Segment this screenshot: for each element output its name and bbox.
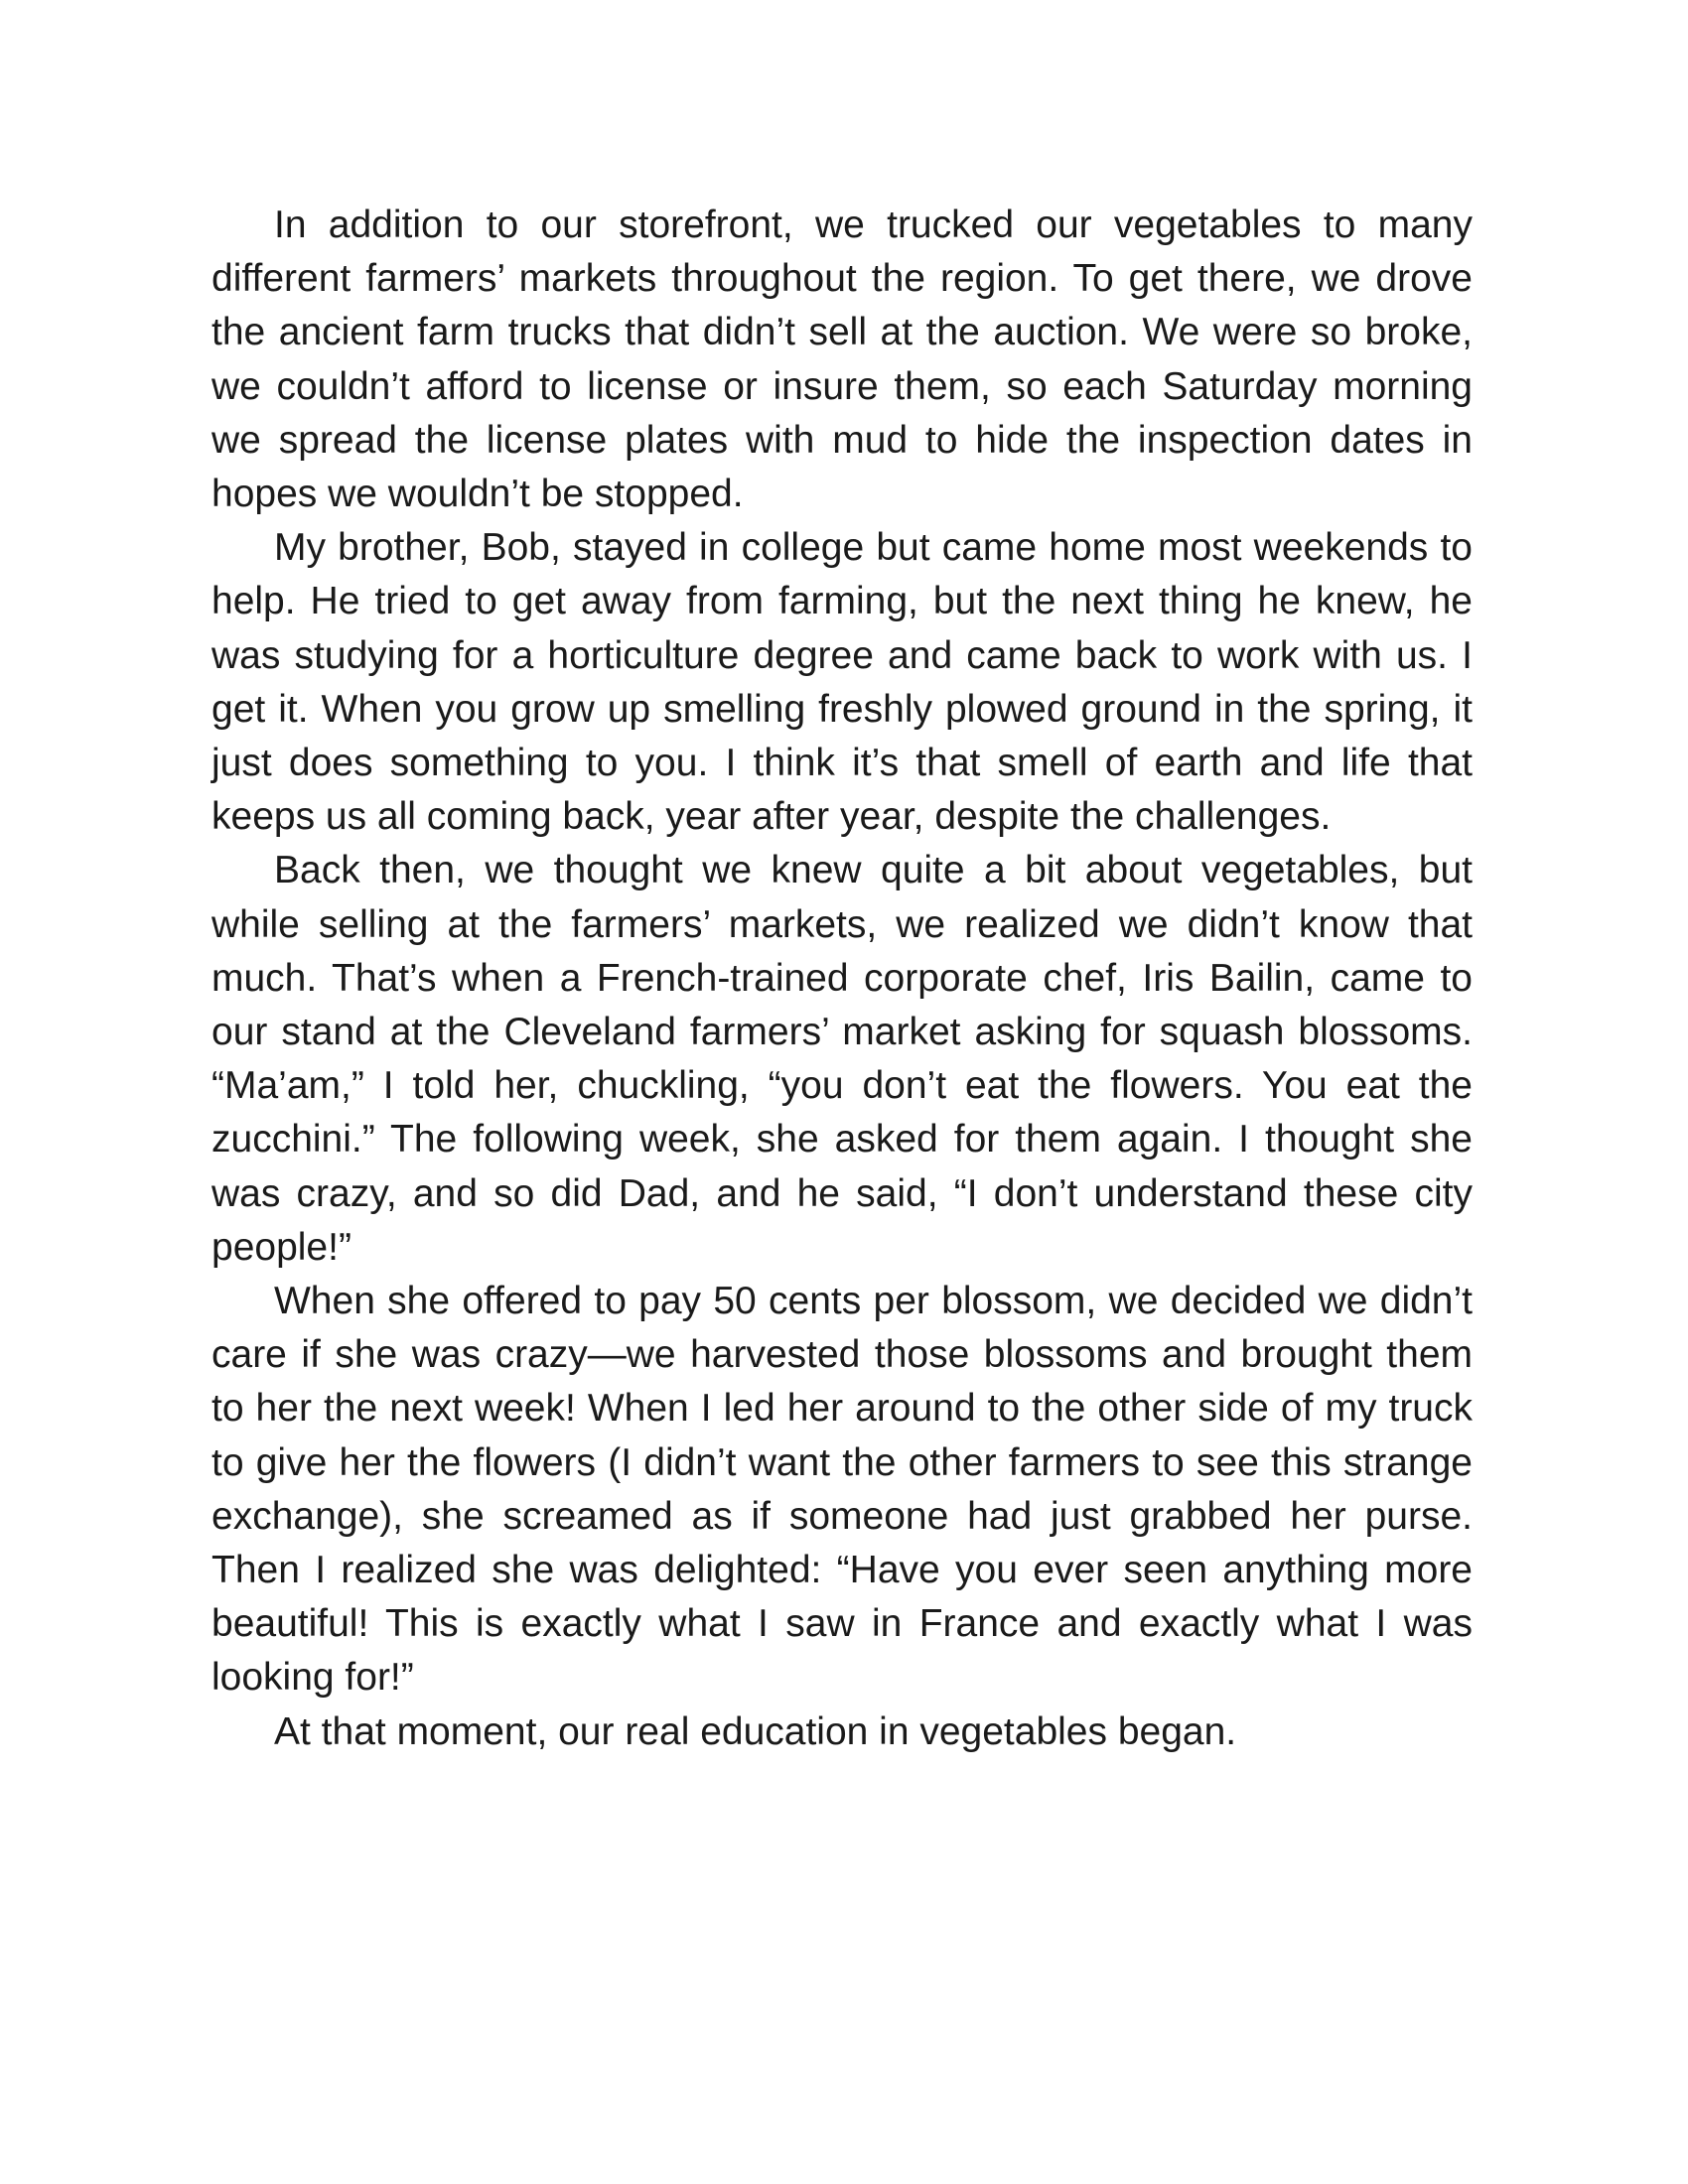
paragraph: Back then, we thought we knew quite a bit about vegetables, but while selling at the farmers’ markets, we realized we didn’t know that much. That’s when a French-trained corporate chef, Iris Bailin, came to our stand at the Cleveland farmers’ market asking for squash blossoms. “Ma’am,” I told her, chuckling, “you don’t eat the flowers. You eat the zucchini.” The following week, she asked for them again. I thought she was crazy, and so did Dad, and he said, “I don’t understand these city people!” [211,849,1473,1269]
paragraph: When she offered to pay 50 cents per blossom, we decided we didn’t care if she was crazy—we harvested those blossoms and brought them to her the next week! When I led her around to the other side of my truck to give her the flowers (I didn’t want the other farmers to see this strange exchange), she screamed as if someone had just grabbed her purse. Then I realized she was delighted: “Have you ever seen anything more beautiful! This is exactly what I saw in France and exactly what I was looking for!” [211,1280,1473,1700]
paragraph: My brother, Bob, stayed in college but came home most weekends to help. He tried to get away from farming, but the next thing he knew, he was studying for a horticulture degree and came back to work with us. I get it. When you grow up smelling freshly plowed ground in the spring, it just does something to you. I think it’s that smell of earth and life that keeps us all coming back, year after year, despite the challenges. [211,526,1473,839]
body-text [211,199,1473,1759]
paragraph: At that moment, our real education in vegetables began. [274,1709,1237,1753]
paragraph: In addition to our storefront, we trucked our vegetables to many different farmers’ markets throughout the region. To get there, we drove the ancient farm trucks that didn’t sell at the auction. We were so broke, we couldn’t afford to license or insure them, so each Saturday morning we spread the license plates with mud to hide the inspection dates in hopes we wouldn’t be stopped. [211,204,1473,516]
